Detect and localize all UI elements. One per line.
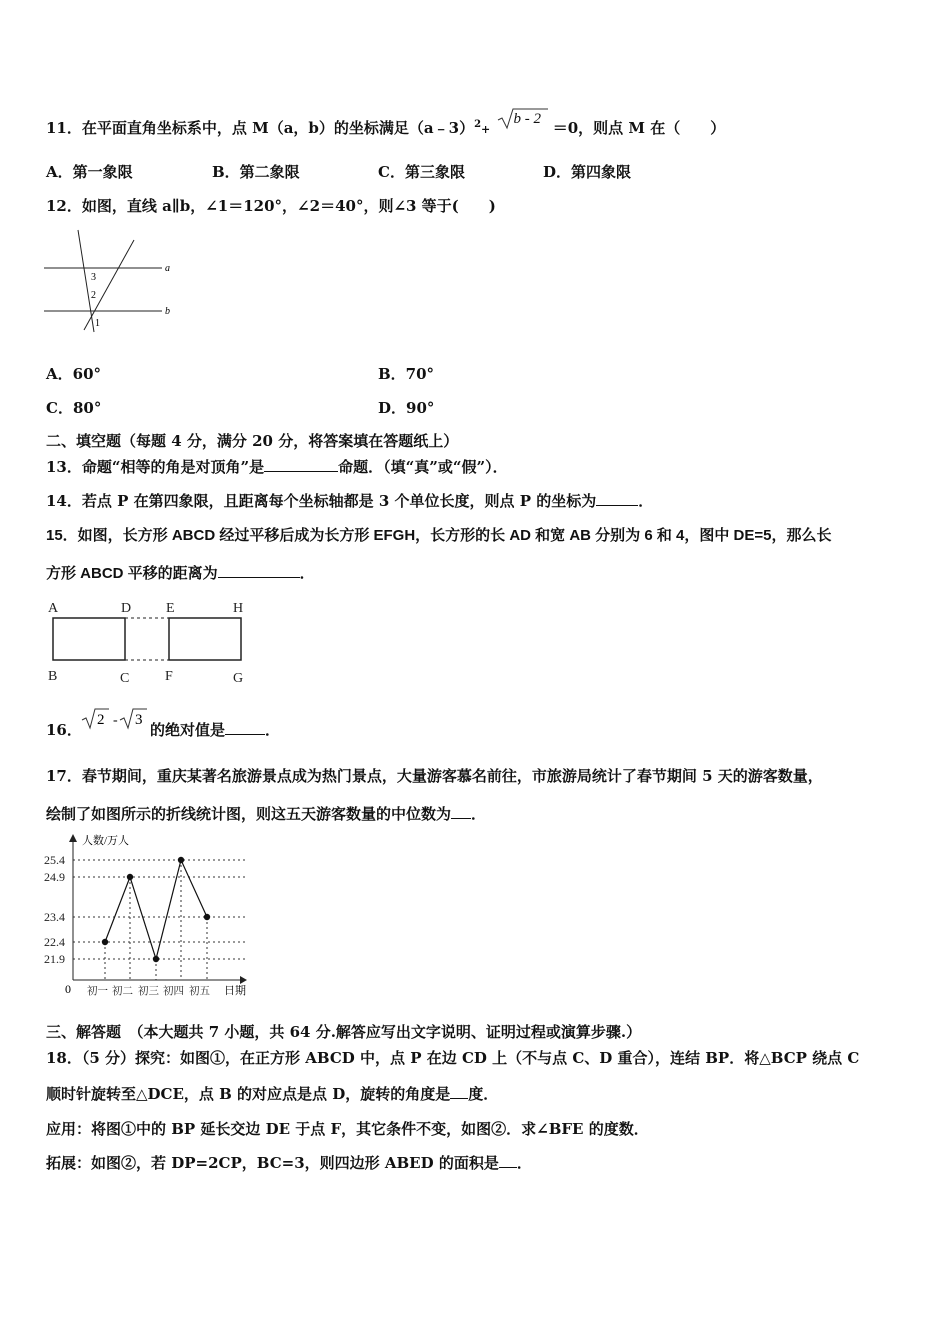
line-b-label: b [165,306,170,317]
q13-stem [46,457,508,477]
q11-exponent: 2 [474,119,482,130]
x-tick-label: 初四 [163,986,184,997]
q11-radical [496,106,548,132]
q11-stem [46,111,726,142]
q11-option-b: B．第二象限 [212,163,300,181]
transversal-2 [84,240,134,330]
q16-expression [80,706,148,732]
label-g: G [233,671,244,686]
q18-text-c: 拓展：如图②，若 DP=2CP，BC=3，则四边形 ABED 的面积是 [46,1154,499,1172]
label-h: H [233,601,244,616]
q11-plus: + [481,123,491,136]
label-d: D [121,601,132,616]
x-tick-label: 初二 [112,986,133,997]
q16-answer-blank [225,720,265,735]
y-axis-arrow-icon [69,834,77,842]
q14-answer-blank [596,491,638,506]
q14-stem [46,491,653,511]
data-point [178,857,184,863]
q12-option-b: B．70° [378,365,435,383]
q15-line-1: 15．如图，长方形 ABCD 经过平移后成为长方形 EFGH，长方形的长 AD 和宽 AB 分别为 6 和 4，图中 DE=5，那么长 [46,527,832,544]
q18-line-4 [46,1153,532,1173]
q11-text-a: 11．在平面直角坐标系中，点 M（a，b）的坐标满足（a﹣3） [46,119,475,137]
q16-tail [150,720,280,740]
q16-number: 16． [46,721,82,739]
q12-option-d: D．90° [378,399,435,417]
q16-stem [46,720,82,740]
q17-answer-blank [451,804,471,819]
x-tick-label: 初五 [189,986,210,997]
q15-answer-blank [218,563,300,578]
y-tick-label: 25.4 [44,853,65,867]
label-c: C [120,671,130,686]
rect-abcd [53,618,125,660]
y-tick-label: 24.9 [44,870,65,884]
y-tick-label: 22.4 [44,935,65,949]
q18-answer-blank-2 [499,1153,517,1168]
line-a-label: a [165,263,170,274]
x-tick-label: 初一 [87,986,108,997]
q12-stem: 12．如图，直线 a∥b，∠1＝120°，∠2＝40°，则∠3 等于( ) [46,197,496,215]
q11-text-b: ＝0，则点 M 在（ ） [552,119,726,137]
angle-1-label: 1 [95,318,100,329]
q14-text-a: 14．若点 P 在第四象限，且距离每个坐标轴都是 3 个单位长度，则点 P 的坐标为 [46,492,597,510]
q16-end: ． [265,721,281,739]
q11-option-a: A．第一象限 [46,163,133,181]
y-tick-label: 23.4 [44,910,65,924]
q18-line-2 [46,1084,498,1104]
section-3-heading: 三、解答题 （本大题共 7 小题，共 64 分.解答应写出文字说明、证明过程或演算步骤.） [46,1023,642,1041]
radical-sign-icon [82,709,109,728]
q17-line-1: 17．春节期间，重庆某著名旅游景点成为热门景点，大量游客慕名前往，市旅游局统计了春节期间 5 天的游客数量， [46,767,823,785]
q13-text-b: 命题．（填“真”或“假”）． [338,458,508,476]
x-tick-label: 初三 [138,986,159,997]
q13-answer-blank [264,457,338,472]
q16-radicand-2: 3 [135,712,143,728]
rect-efgh [169,618,241,660]
q14-text-b: ． [638,492,654,510]
y-axis-label: 人数/万人 [82,835,130,847]
q11-radicand: b - 2 [513,111,541,127]
angle-3-label: 3 [91,272,96,283]
q15-text-a: 方形 ABCD 平移的距离为 [46,565,218,582]
q18-text-d: ． [516,1154,532,1172]
y-tick-label: 21.9 [44,952,65,966]
label-b: B [48,669,58,684]
q18-text-b: 度． [468,1085,499,1103]
q11-option-d: D．第四象限 [543,163,632,181]
q11-option-c: C．第三象限 [378,163,465,181]
q18-answer-blank-1 [450,1084,468,1099]
q16-minus: - [113,713,118,728]
radical-sign-icon [120,709,147,728]
angle-2-label: 2 [91,290,96,301]
series-line [105,860,207,959]
origin-label: 0 [65,982,71,996]
q17-text-a: 绘制了如图所示的折线统计图，则这五天游客数量的中位数为 [46,805,452,823]
q18-text-a: 顺时针旋转至△DCE，点 B 的对应点是点 D，旋转的角度是 [46,1085,451,1103]
data-point [102,939,108,945]
q15-text-b: ． [299,565,315,582]
q13-text-a: 13．命题“相等的角是对顶角”是 [46,458,265,476]
q17-line-chart [40,830,252,1002]
q15-rectangles-figure [44,596,256,688]
section-2-heading: 二、填空题（每题 4 分，满分 20 分，将答案填在答题纸上） [46,432,459,450]
q17-line-2 [46,804,486,824]
label-f: F [165,669,173,684]
label-e: E [166,601,175,616]
q17-text-b: ． [471,805,487,823]
q12-option-c: C．80° [46,399,102,417]
q18-line-3: 应用：将图①中的 BP 延长交边 DE 于点 F，其它条件不变，如图②．求∠BFE 的度数． [46,1120,649,1138]
x-axis-label: 日期 [224,985,246,997]
data-point [204,914,210,920]
q16-radicand-1: 2 [97,712,105,728]
x-axis-arrow-icon [240,976,247,984]
q12-option-a: A．60° [46,365,102,383]
data-point [153,956,159,962]
q16-text: 的绝对值是 [150,721,226,739]
label-a: A [48,601,59,616]
q12-parallel-lines-figure [44,228,176,336]
data-point [127,874,133,880]
q18-line-1: 18．（5 分）探究：如图①，在正方形 ABCD 中，点 P 在边 CD 上（不与点 C、D 重合），连结 BP．将△BCP 绕点 C [46,1049,860,1067]
q15-line-2 [46,563,315,584]
